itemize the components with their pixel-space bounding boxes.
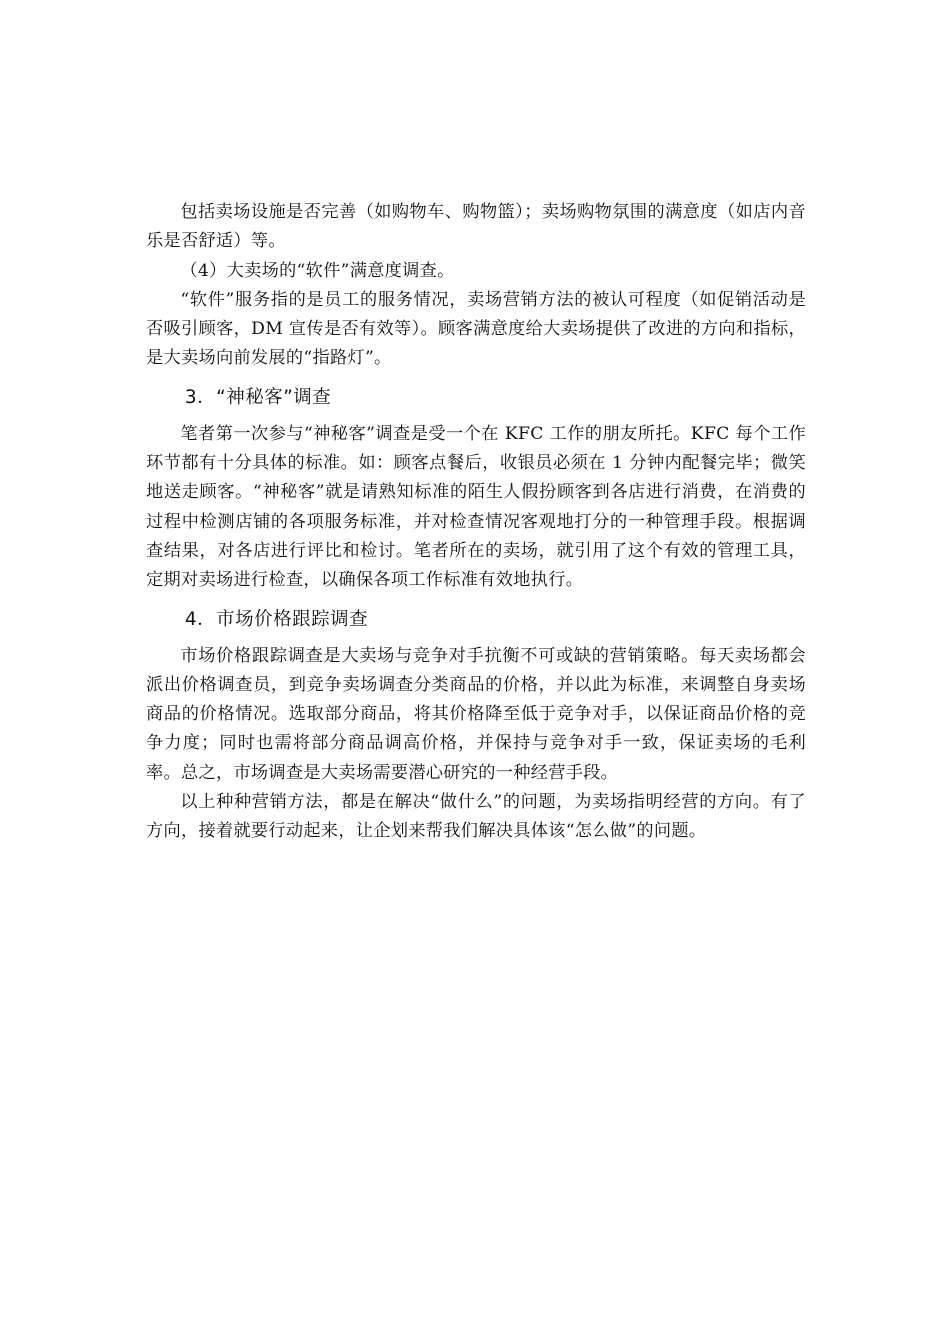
- paragraph-mystery-shopper: 笔者第一次参与“神秘客”调查是受一个在 KFC 工作的朋友所托。KFC 每个工作环节都有十分具体的标准。如：顾客点餐后，收银员必须在 1 分钟内配餐完毕；微笑地送走顾客。“神秘客”就是请熟知标准的陌生人假扮顾客到各店进行消费，在消费的过程中检测店铺的各项服务标准，并对检查情况客观地打分的一种管理手段。根据调查结果，对各店进行评比和检讨。笔者所在的卖场，就引用了这个有效的管理工具，定期对卖场进行检查，以确保各项工作标准有效地执行。: [146, 423, 806, 591]
- paragraph-software-survey-title: （4）大卖场的“软件”满意度调查。: [180, 260, 455, 281]
- document-body: [146, 198, 806, 847]
- paragraph-price-tracking: 市场价格跟踪调查是大卖场与竞争对手抗衡不可或缺的营销策略。每天卖场都会派出价格调查员，到竞争卖场调查分类商品的价格，并以此为标准，来调整自身卖场商品的价格情况。选取部分商品，将其价格降至低于竞争对手，以保证商品价格的竞争力度；同时也需将部分商品调高价格，并保持与竞争对手一致，保证卖场的毛利率。总之，市场调查是大卖场需要潜心研究的一种经营手段。: [146, 645, 806, 783]
- paragraph-conclusion: 以上种种营销方法，都是在解决“做什么”的问题，为卖场指明经营的方向。有了方向，接着就要行动起来，让企划来帮我们解决具体该“怎么做”的问题。: [146, 792, 806, 842]
- section-heading-mystery-shopper: 3．“神秘客”调查: [184, 386, 332, 408]
- paragraph-facilities: 包括卖场设施是否完善（如购物车、购物篮）；卖场购物氛围的满意度（如店内音乐是否舒适）等。: [146, 202, 806, 252]
- section-heading-price-tracking: 4．市场价格跟踪调查: [184, 608, 369, 630]
- paragraph-software-service: “软件”服务指的是员工的服务情况，卖场营销方法的被认可程度（如促销活动是否吸引顾客，DM 宣传是否有效等）。顾客满意度给大卖场提供了改进的方向和指标，是大卖场向前发展的“指路灯”。: [146, 289, 806, 369]
